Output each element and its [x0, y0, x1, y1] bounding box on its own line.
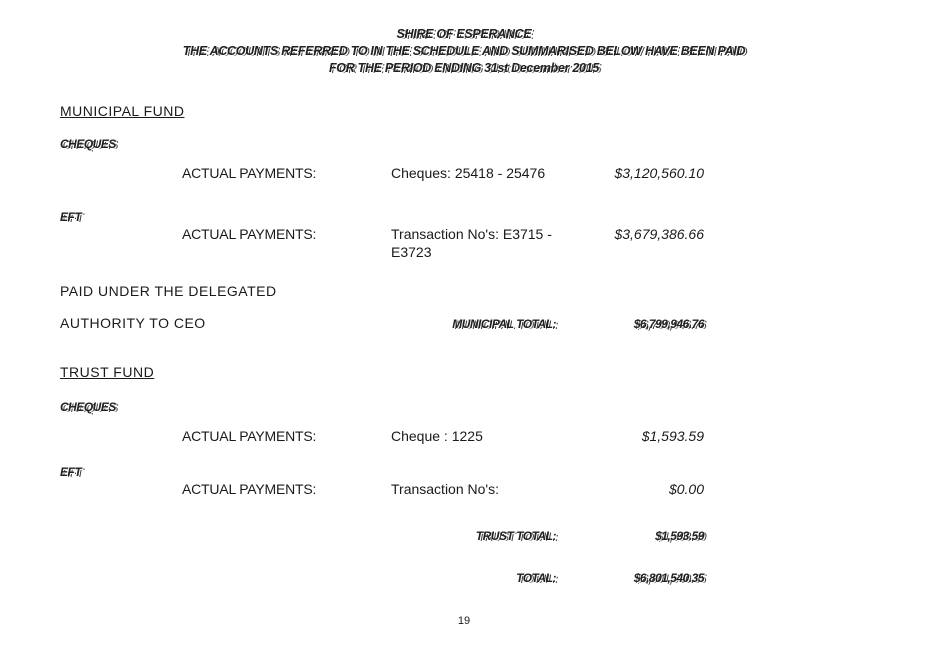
municipal-cheques-amount: $3,120,560.10	[614, 165, 704, 181]
delegated-authority-line2: AUTHORITY TO CEO	[60, 315, 206, 331]
municipal-cheques-desc: Cheques: 25418 - 25476	[391, 165, 546, 181]
page-number: 19	[457, 615, 471, 627]
accounts-statement: THE ACCOUNTS REFERRED TO IN THE SCHEDULE AND SUMMARISED BELOW HAVE BEEN PAID	[182, 44, 746, 58]
grand-total-label: TOTAL:	[516, 571, 556, 585]
municipal-eft-amount: $3,679,386.66	[614, 226, 704, 242]
municipal-total-label: MUNICIPAL TOTAL:	[452, 317, 556, 331]
trust-eft-heading: EFT	[60, 465, 82, 479]
trust-cheques-desc: Cheque : 1225	[391, 428, 483, 444]
trust-eft-label: ACTUAL PAYMENTS:	[182, 481, 317, 497]
municipal-eft-label: ACTUAL PAYMENTS:	[182, 226, 317, 242]
municipal-eft-heading: EFT	[60, 210, 82, 224]
municipal-eft-desc: Transaction No's: E3715 - E3723	[391, 226, 552, 260]
period-statement: FOR THE PERIOD ENDING 31st December 2015	[328, 61, 600, 75]
municipal-cheques-heading: CHEQUES	[60, 137, 116, 151]
municipal-cheques-label: ACTUAL PAYMENTS:	[182, 165, 317, 181]
grand-total-amount: $6,801,540.35	[633, 571, 704, 585]
trust-eft-desc: Transaction No's:	[391, 481, 499, 497]
trust-cheques-amount: $1,593.59	[641, 428, 704, 444]
trust-total-label: TRUST TOTAL:	[475, 529, 556, 543]
trust-cheques-heading: CHEQUES	[60, 400, 116, 414]
shire-title: SHIRE OF ESPERANCE	[396, 27, 532, 41]
trust-fund-heading: TRUST FUND	[60, 364, 155, 380]
trust-eft-amount: $0.00	[668, 481, 704, 497]
municipal-fund-heading: MUNICIPAL FUND	[60, 103, 185, 119]
trust-total-amount: $1,593.59	[655, 529, 704, 543]
trust-cheques-label: ACTUAL PAYMENTS:	[182, 428, 317, 444]
municipal-total-amount: $6,799,946.76	[633, 317, 704, 331]
delegated-authority-line1: PAID UNDER THE DELEGATED	[60, 283, 277, 299]
